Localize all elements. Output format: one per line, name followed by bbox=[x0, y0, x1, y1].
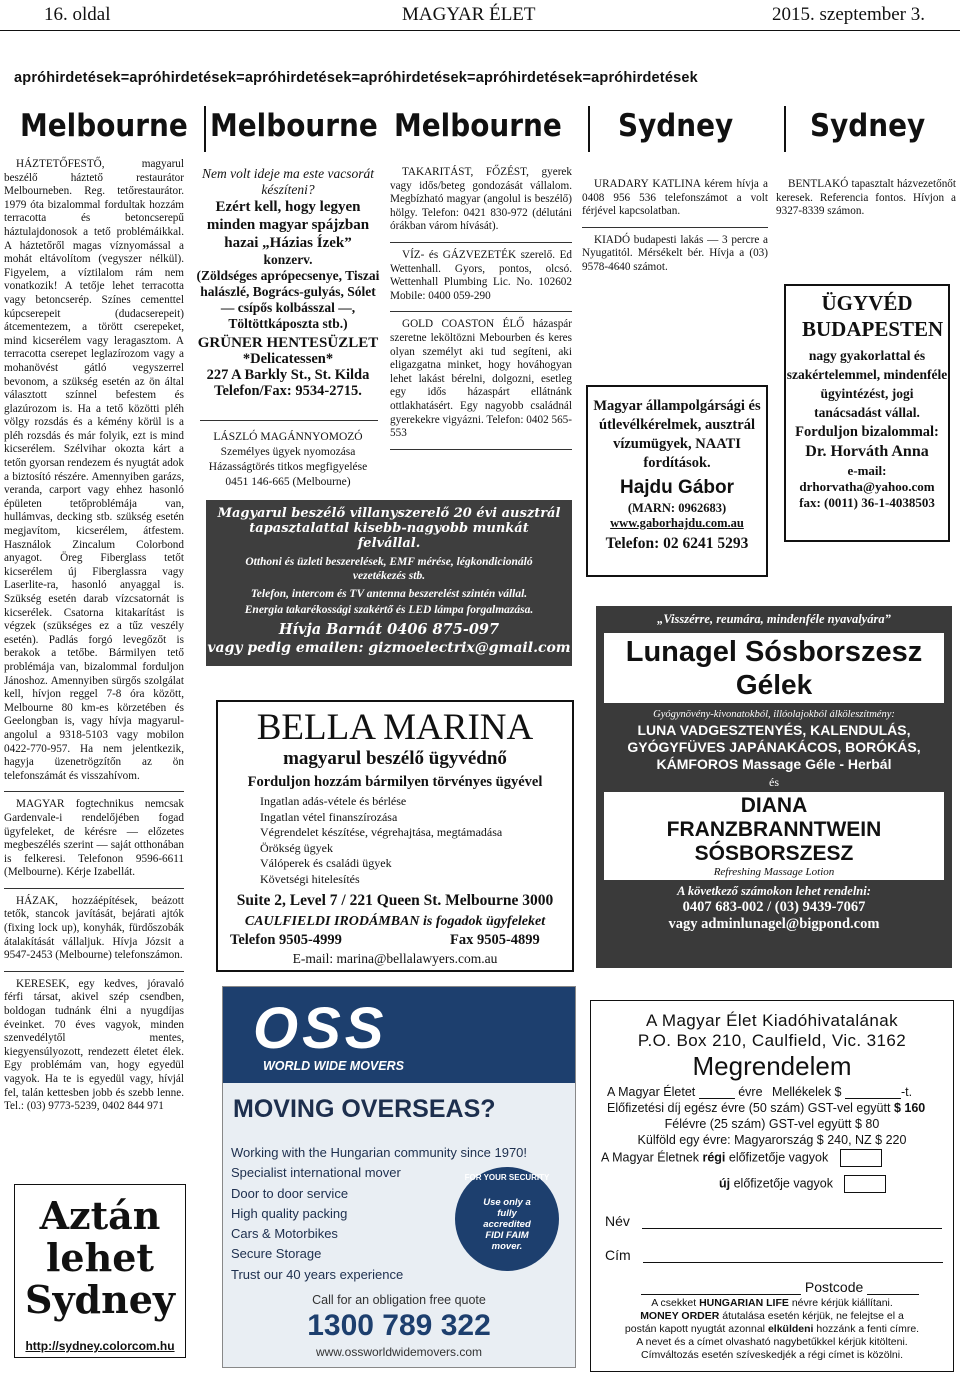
fidi-seal-icon bbox=[455, 1167, 559, 1271]
new-subscriber-checkbox[interactable] bbox=[844, 1175, 886, 1193]
gruner-intro: Nem volt ideje ma este vacsorát készíteni? bbox=[201, 166, 375, 197]
bella-lead: Forduljon hozzám bármilyen törvényes ügyével bbox=[247, 774, 543, 790]
seal-inner-text: Use only a fully accredited FIDI FAIM mover. bbox=[483, 1197, 531, 1252]
years-input[interactable] bbox=[699, 1098, 735, 1099]
laszlo-phone: 0451 146-665 (Melbourne) bbox=[225, 476, 351, 488]
order-note: A csekket bbox=[651, 1297, 697, 1309]
order-old-label: régi bbox=[702, 1150, 726, 1165]
oss-tagline: WORLD WIDE MOVERS bbox=[263, 1059, 404, 1073]
oss-feature: Secure Storage bbox=[231, 1246, 322, 1262]
gruner-phone: Telefon/Fax: 9534-2715. bbox=[214, 383, 362, 399]
oss-feature: Specialist international mover bbox=[231, 1165, 401, 1181]
lunagel-slogan: „Visszérre, reumára, mindenféle nyavalyára” bbox=[657, 612, 891, 626]
bella-subtitle: magyarul beszélő ügyvédnő bbox=[283, 748, 507, 769]
lunagel-desc: Gyógynövény-kivonatokból, illóolajokból álköleszítmény: bbox=[653, 709, 895, 720]
order-line: előfizetője vagyok bbox=[728, 1150, 829, 1165]
oss-feature: Working with the Hungarian community since 1970! bbox=[231, 1145, 528, 1160]
bella-service: Végrendelet készítése, végrehajtása, megtámadása bbox=[260, 825, 503, 839]
bella-fax: Fax 9505-4899 bbox=[450, 932, 540, 948]
column-1 bbox=[4, 158, 184, 1114]
order-form bbox=[590, 1000, 954, 1372]
page-header bbox=[0, 0, 960, 34]
gruner-konzerv: konzerv. bbox=[263, 252, 313, 267]
oss-ad bbox=[222, 986, 576, 1368]
address-input-2[interactable] bbox=[641, 1294, 801, 1295]
electrician-line: Otthoni és üzleti beszerelések, EMF mérése, légkondicionáló vezetékezés stb. bbox=[245, 556, 533, 582]
ugyved-ad bbox=[784, 284, 950, 542]
ugyved-name: Dr. Horváth Anna bbox=[805, 443, 929, 460]
order-note: Címváltozás esetén szíveskedjék a régi címet is közölni. bbox=[640, 1349, 904, 1361]
lunagel-franz: FRANZBRANNTWEIN bbox=[666, 818, 882, 841]
issue-date: 2015. szeptember 3. bbox=[772, 4, 926, 25]
old-subscriber-checkbox[interactable] bbox=[840, 1149, 882, 1167]
gruner-headline: Ezért kell, hogy legyen minden magyar spájzban hazai „Házias Ízek” bbox=[206, 199, 370, 251]
bella-office: CAULFIELDI IRODÁMBAN is fogadok ügyfeleket bbox=[244, 914, 546, 929]
laszlo-line: Házasságtörés titkos megfigyelése bbox=[208, 461, 368, 473]
laszlo-ad bbox=[196, 430, 380, 490]
classified-ad: MAGYAR fogtechnikus nemcsak Gardenvale-i rendelőjében fogad ügyfeleket, de kérésre — előzetes megbeszélés szerint — saját otthonában is felkeresi. Telefonon 9596-6611 (Melbourne). Kérje Izabellát. bbox=[4, 798, 184, 879]
lunagel-order-lead: A következő számokon lehet rendelni: bbox=[677, 884, 871, 898]
order-note: HUNGARIAN LIFE bbox=[699, 1297, 789, 1309]
oss-feature: Cars & Motorbikes bbox=[231, 1226, 338, 1242]
order-price: $ 160 bbox=[893, 1101, 926, 1115]
bella-phone: Telefon 9505-4999 bbox=[230, 932, 342, 948]
order-new-label: új bbox=[719, 1176, 731, 1191]
classified-ad: URADARY KATLINA kérem hívja a 0408 956 536 telefonszámot a volt férjével kapcsolatban. bbox=[582, 178, 768, 218]
gruner-shop-name: GRÜNER HENTESÜZLET bbox=[197, 335, 379, 351]
city-heading: Sydney bbox=[618, 108, 734, 144]
bella-service: Ingatlan vétel finanszírozása bbox=[260, 809, 398, 824]
lunagel-title: Lunagel Sósborszesz bbox=[625, 636, 923, 668]
order-line: Félévre (25 szám) GST-vel együtt $ 80 bbox=[664, 1117, 880, 1131]
order-line: évre bbox=[738, 1085, 763, 1099]
order-note: MONEY ORDER bbox=[640, 1310, 720, 1322]
lunagel-lotion: Refreshing Massage Lotion bbox=[713, 866, 835, 878]
gruner-delicatessen: *Delicatessen* bbox=[242, 351, 334, 367]
hajdu-website[interactable]: www.gaborhajdu.com.au bbox=[610, 516, 744, 530]
classifieds-banner: apróhirdetések=apróhirdetések=apróhirdetések=apróhirdetések=apróhirdetések=apróhirdetések bbox=[14, 70, 954, 96]
oss-phone: 1300 789 322 bbox=[307, 1309, 491, 1342]
classified-ad: KERESEK, egy kedves, jóravaló férfi társat, akivel szép csendben, boldogan tudnánk élni a nyugdíjas éveinket. 70 éves vagyok, minden szenvedélytől mentes, kiegyensúlyozott, rendezett életet élek. Egy problémám van, hogy egyedül vagyok. Ha te is egyedül vagy, hívjál fel, talán kettesben jobb és szebb lenne. Tel.: (03) 9773-5239, 0402 844 971 bbox=[4, 977, 184, 1113]
lunagel-ad bbox=[596, 606, 952, 968]
column-3 bbox=[390, 166, 572, 450]
hajdu-marn: (MARN: 0962683) bbox=[627, 501, 727, 515]
sydney-logo-text: Aztán lehet Sydney bbox=[25, 1193, 175, 1322]
classified-ad: HÁZTETŐFESTŐ, magyarul beszélő háztető restaurátor Melbourneben. Reg. tetőrestaurátor. 1979 óta bizalommal fordultak hozzám terracotta és betoncserepű háztulajdonosok a tető problémáikkal. A háztetőről magas víznyomással a mohát eltávolítom (vegyszer nélkül). Figyelem, a víztilalom rám nem vonatkozik! A tetője lehet terracotta vagy betoncserép. Színes cementtel kúpcserepeit (dudacserepeit) átcementezem, a törött cserepeket, mind kicserélem vagy leragasztom. A terracotta cserepet leglazírozom vagy a mohanövést gátló vegyszerrel bevonom, a szükség esetén az ön által választott színnel befestem és glazúrozom is. Ha a tető közötti pléh völgy rozsdás és a kémény körül is a pléh rozsdás és már folyik, ezt is mind kicserélem. Szélvihar okozta kárt a tetőn gyorsan rendezem és nyugtát adok a biztosító részére. Amennyiben garázs, veranda, carport vagy ehhez hasonló épületen tetőproblémája van, hullámvas, decking stb. szükség esetén megjavítom, kicserélem, átfestem. Használok Zincalum Colorbond anyagot. Öreg Fiberglass tetőt kicserélem új Fiberglassra vagy Laserlite-ra, hasonló anyaggal is. Szükség esetén darab vízcsatornát is kicserélek. Csatorna kitakarítást is végzek (szükséges ez a tűz veszély esetén). Padlás forgó levegőzőt is berakok a tetőbe. Bármilyen tető problémája van, bizalommal forduljon Jánoshoz. Amennyiben sürgős szolgálat kell, hívjon reggel 7-8 óra között, Melbourne 80 km-es körzetében és Geelongban is, vagy hívja magyarul-angolul a 9318-5103 vagy mobilon 0422-770-957. Ha nem jelentkezik, hagyja üzenetrögzítőn az ön telefonszámát és visszahívom. bbox=[4, 158, 184, 782]
postcode-label: Postcode bbox=[804, 1279, 864, 1295]
lunagel-email: vagy adminlunagel@bigpond.com bbox=[668, 916, 880, 932]
city-heading: Melbourne bbox=[210, 108, 378, 144]
electrician-line: Telefon, intercom és TV antenna beszerelést szintén vállal. bbox=[250, 588, 528, 600]
order-line: Külföld egy évre: Magyarország $ 240, NZ $ 220 bbox=[637, 1133, 907, 1147]
laszlo-title: LÁSZLÓ MAGÁNNYOMOZÓ bbox=[213, 431, 363, 443]
ugyved-description: nagy gyakorlattal és szakértelemmel, mindenféle ügyintézést, jogi tanácsadást vállal. bbox=[786, 348, 948, 420]
order-note: névre kérjük kiállítani. bbox=[791, 1297, 893, 1309]
oss-feature: Door to door service bbox=[231, 1185, 349, 1201]
lunagel-products: LUNA VADGESZTENYÉS, KALENDULÁS, GYÓGYFÜVES JAPÁNAKÁCOS, BORÓKÁS, KÁMFOROS Massage Géle - Herbál bbox=[627, 722, 921, 772]
city-headings bbox=[14, 104, 954, 154]
laszlo-line: Személyes ügyek nyomozása bbox=[220, 446, 356, 458]
page-number: 16. oldal bbox=[44, 4, 111, 25]
gruner-products: (Zöldséges aprópecsenye, Tiszai halászlé, Bogrács-gulyás, Sólet — csípős kolbásszal —, Töltöttkáposzta stb.) bbox=[196, 268, 380, 331]
oss-headline: MOVING OVERSEAS? bbox=[233, 1095, 496, 1123]
electrician-ad bbox=[206, 500, 572, 666]
name-label: Név bbox=[605, 1213, 630, 1229]
gruner-address: 227 A Barkly St., St. Kilda bbox=[206, 367, 370, 383]
ugyved-email[interactable]: drhorvatha@yahoo.com bbox=[799, 479, 935, 494]
ugyved-title: ÜGYVÉD BUDAPESTEN bbox=[802, 291, 944, 341]
lunagel-and: és bbox=[769, 775, 779, 789]
classified-ad: GOLD COASTON ÉLŐ házaspár szeretne leköltözni Mebourben és keres olyan személyt aki tud segíteni, aki eligazgatna minket, hogy hováhogyan lehet lakást bérelni, dolgozni, esetleg egy idős házaspárt ellátnánk ottlakhatásért. Egy nagyobb családnál gyerekekre vigyázni. Telefon: 0402 565-553 bbox=[390, 318, 572, 440]
name-input[interactable] bbox=[642, 1228, 942, 1229]
classified-ad: BENTLAKÓ tapasztalt házvezetőnőt keresek. Referencia fontos. Hívjon a 9327-8339 számon. bbox=[776, 178, 956, 218]
order-line: -t. bbox=[901, 1085, 913, 1099]
amount-input[interactable] bbox=[845, 1098, 901, 1099]
electrician-headline: Magyarul beszélő villanyszerelő 20 évi ausztrál tapasztalattal kisebb-nagyobb munkát felvállal. bbox=[217, 506, 561, 551]
hajdu-ad bbox=[586, 385, 768, 577]
order-line: Előfizetési díj egész évre (50 szám) GST-vel együtt bbox=[607, 1101, 891, 1115]
city-heading: Melbourne bbox=[394, 108, 562, 144]
bella-email: E-mail: marina@bellalawyers.com.au bbox=[292, 951, 498, 966]
column-5 bbox=[776, 178, 956, 219]
bella-service: Örökség ügyek bbox=[260, 840, 333, 855]
column-4 bbox=[582, 178, 768, 275]
oss-feature: High quality packing bbox=[231, 1205, 348, 1221]
oss-call-lead: Call for an obligation free quote bbox=[312, 1293, 486, 1307]
oss-logo: OSS bbox=[253, 996, 388, 1061]
order-line: A Magyar Életnek bbox=[601, 1150, 699, 1165]
electrician-line: Energia takarékossági szakértő és LED lámpa forgalmazása. bbox=[244, 604, 534, 616]
order-note: hozzánk a fenti címre. bbox=[816, 1323, 920, 1335]
electrician-email: vagy pedig emailen: gizmoelectrix@gmail.com bbox=[207, 640, 571, 656]
electrician-phone: Hívja Barnát 0406 875-097 bbox=[278, 621, 500, 638]
order-line: A Magyar Életet bbox=[607, 1085, 696, 1099]
order-line: Mellékelek $ bbox=[772, 1085, 842, 1099]
order-line: előfizetője vagyok bbox=[733, 1176, 833, 1191]
order-heading: Megrendelem bbox=[692, 1051, 852, 1081]
order-note: postán kapott nyugtát azonnal bbox=[624, 1323, 766, 1335]
address-input[interactable] bbox=[643, 1262, 943, 1263]
lunagel-diana: DIANA bbox=[740, 794, 808, 817]
sydney-link[interactable]: http://sydney.colorcom.hu bbox=[25, 1339, 175, 1353]
ugyved-contact-lead: Forduljon bizalommal: bbox=[795, 424, 939, 440]
order-note: A nevet és a címet olvasható nagybetűkkel kérjük kitölteni. bbox=[636, 1336, 908, 1348]
sydney-ad bbox=[14, 1184, 186, 1358]
city-heading: Sydney bbox=[810, 108, 926, 144]
city-heading: Melbourne bbox=[20, 108, 188, 144]
classified-ad: TAKARITÁST, FŐZÉST, gyerek vagy idős/beteg gondozását vállalom. Megbízható magyar (angolul is beszélő) hölgy. Telefon: 0421 830-972 (délutáni órákban várom hívását). bbox=[390, 166, 572, 233]
oss-website: www.ossworldwidemovers.com bbox=[315, 1345, 483, 1359]
order-title: A Magyar Élet Kiadóhivatalának bbox=[645, 1011, 899, 1030]
ugyved-fax: fax: (0011) 36-1-4038503 bbox=[799, 495, 935, 510]
bella-address: Suite 2, Level 7 / 221 Queen St. Melbourne 3000 bbox=[236, 892, 554, 909]
hajdu-name: Hajdu Gábor bbox=[619, 477, 734, 498]
bella-service: Válóperek és családi ügyek bbox=[260, 856, 392, 870]
bella-marina-ad bbox=[216, 700, 574, 972]
oss-feature: Trust our 40 years experience bbox=[231, 1266, 404, 1282]
bella-service: Ingatlan adás-vétele és bérlése bbox=[260, 794, 407, 808]
bella-title: BELLA MARINA bbox=[256, 707, 534, 748]
address-label: Cím bbox=[605, 1247, 631, 1263]
ugyved-email-label: e-mail: bbox=[847, 463, 887, 478]
hajdu-services: Magyar állampolgársági és útlevélkérelmek, ausztrál vízumügyek, NAATI fordítások. bbox=[593, 398, 761, 471]
lunagel-phones: 0407 683-002 / (03) 9439-7067 bbox=[682, 899, 866, 915]
classified-ad: VÍZ- és GÁZVEZETÉK szerelő. Ed Wettenhall. Gyors, pontos, olcsó. Wettenhall Plumbing Lic. No. 102602 Mobile: 0400 059-290 bbox=[390, 248, 572, 302]
order-note: átutalása esetén kérjük, ne felejtse el a bbox=[722, 1310, 904, 1322]
order-address: P.O. Box 210, Caulfield, Vic. 3162 bbox=[637, 1031, 907, 1050]
hajdu-phone: Telefon: 02 6241 5293 bbox=[605, 535, 749, 552]
seal-outer-text: FOR YOUR SECURITY bbox=[464, 1173, 550, 1182]
postcode-input[interactable] bbox=[867, 1294, 919, 1295]
classified-ad: HÁZAK, hozzáépítések, beázott tetők, stancok javítását, bejárati ajtók (fixing lock up), konyhák, fürdőszobák átalakítását vállaljuk. Hívja Józsit a 9547-2453 (Melbourne) telefonszámon. bbox=[4, 894, 184, 962]
bella-service: Követségi hitelesítés bbox=[260, 871, 360, 886]
lunagel-subtitle: Gélek bbox=[735, 669, 813, 700]
order-note: elküldeni bbox=[767, 1323, 814, 1335]
gruner-ad bbox=[196, 166, 380, 399]
publication-title: MAGYAR ÉLET bbox=[402, 4, 536, 25]
classified-ad: KIADÓ budapesti lakás — 3 percre a Nyugatitól. Mérsékelt bér. Hívja a (03) 9578-4640 számot. bbox=[582, 233, 768, 273]
lunagel-sosborszesz: SÓSBORSZESZ bbox=[694, 842, 854, 865]
